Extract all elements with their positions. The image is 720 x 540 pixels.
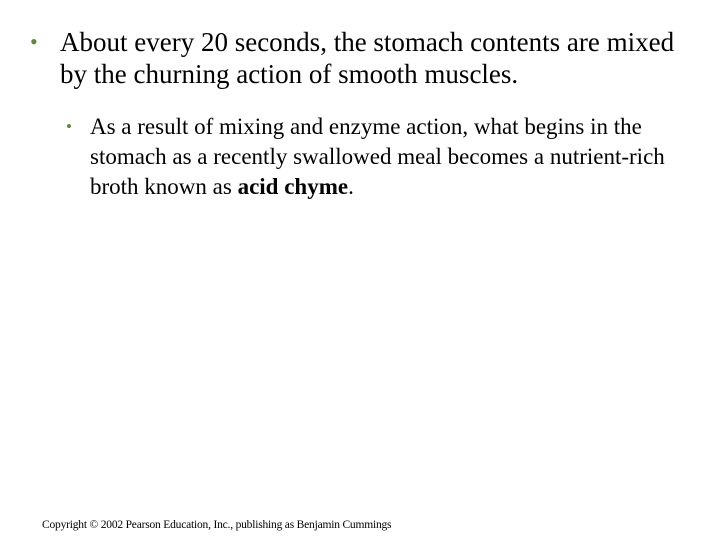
- sub-bullet-text-before: As a result of mixing and enzyme action, what begins in the stomach as a recently swallowed meal becomes a nutrient-rich broth known as: [90, 114, 665, 199]
- copyright-footer: Copyright © 2002 Pearson Education, Inc., publishing as Benjamin Cummings: [42, 519, 392, 531]
- main-bullet: [30, 26, 700, 90]
- bullet-marker: •: [30, 29, 38, 54]
- sub-bullet-text: [90, 112, 706, 202]
- bullet-marker: •: [66, 117, 72, 136]
- sub-bullet: [66, 112, 706, 202]
- bold-term: acid chyme: [237, 174, 349, 199]
- sub-bullet-text-after: .: [348, 174, 354, 199]
- main-bullet-text: About every 20 seconds, the stomach contents are mixed by the churning action of smooth muscles.: [60, 27, 675, 89]
